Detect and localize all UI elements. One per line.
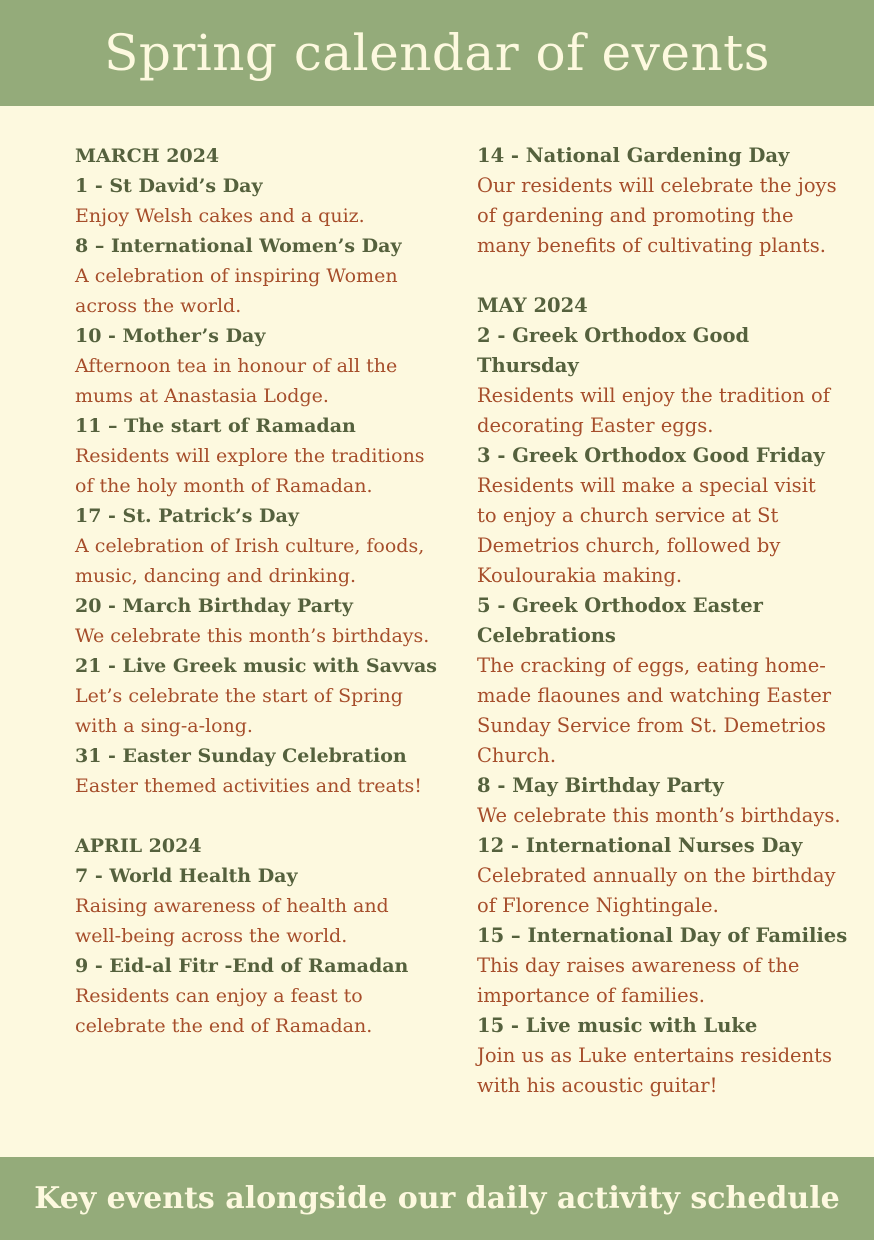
event-item — [75, 411, 440, 501]
event-description: Residents will enjoy the tradition of — [477, 384, 830, 407]
event-title: 1 - St David’s Day — [75, 175, 263, 197]
event-title: 3 - Greek Orthodox Good Friday — [477, 444, 825, 467]
march-events — [75, 171, 440, 801]
event-title: 21 - Live Greek music with Savvas — [75, 655, 437, 677]
event-description: Let’s celebrate the start of Spring — [75, 685, 403, 707]
event-item — [477, 591, 847, 771]
event-description: across the world. — [75, 295, 242, 317]
event-item — [75, 231, 440, 321]
event-description: The cracking of eggs, eating home- — [477, 654, 826, 677]
event-title: 15 – International Day of Families — [477, 924, 848, 947]
event-description: Enjoy Welsh cakes and a quiz. — [75, 205, 365, 227]
event-description: mums at Anastasia Lodge. — [75, 385, 329, 407]
event-description: We celebrate this month’s birthdays. — [477, 804, 841, 827]
event-description: Residents can enjoy a feast to — [75, 985, 363, 1007]
event-description: of gardening and promoting the — [477, 204, 794, 227]
event-title: 8 – International Women’s Day — [75, 235, 402, 257]
event-description: Residents will explore the traditions — [75, 445, 425, 467]
event-description: well-being across the world. — [75, 925, 348, 947]
section-spacer — [75, 801, 440, 831]
event-description: of Florence Nightingale. — [477, 894, 719, 917]
event-description: Church. — [477, 744, 557, 767]
event-item — [75, 171, 440, 231]
event-title: 10 - Mother’s Day — [75, 325, 266, 347]
month-heading-march: MARCH 2024 — [75, 145, 220, 167]
event-description: Our residents will celebrate the joys — [477, 174, 837, 197]
footer-banner — [0, 1157, 874, 1240]
section-spacer — [477, 261, 847, 291]
event-title: 11 – The start of Ramadan — [75, 415, 356, 437]
event-item — [477, 321, 847, 441]
event-description: Join us as Luke entertains residents — [477, 1044, 832, 1067]
event-title: 12 - International Nurses Day — [477, 834, 803, 857]
event-description: importance of families. — [477, 984, 705, 1007]
event-title: Thursday — [477, 354, 579, 377]
event-title: 31 - Easter Sunday Celebration — [75, 745, 407, 767]
event-item — [477, 441, 847, 591]
event-item — [75, 741, 440, 801]
event-description: Raising awareness of health and — [75, 895, 389, 917]
event-description: with his acoustic guitar! — [477, 1074, 718, 1097]
event-title: 8 - May Birthday Party — [477, 774, 724, 797]
event-description: many benefits of cultivating plants. — [477, 234, 826, 257]
event-description: Demetrios church, followed by — [477, 534, 781, 557]
footer-tagline: Key events alongside our daily activity schedule — [34, 1181, 840, 1216]
event-description: Celebrated annually on the birthday — [477, 864, 836, 887]
event-title: 15 - Live music with Luke — [477, 1014, 758, 1037]
event-title: 14 - National Gardening Day — [477, 144, 790, 167]
left-column — [75, 141, 440, 1041]
event-title: Celebrations — [477, 624, 616, 647]
event-description: This day raises awareness of the — [477, 954, 800, 977]
event-description: music, dancing and drinking. — [75, 565, 357, 587]
event-item — [477, 831, 847, 921]
header-banner — [0, 0, 874, 106]
event-item — [75, 321, 440, 411]
event-title: 5 - Greek Orthodox Easter — [477, 594, 763, 617]
event-item — [75, 501, 440, 591]
event-description: of the holy month of Ramadan. — [75, 475, 373, 497]
event-description: A celebration of Irish culture, foods, — [75, 535, 425, 557]
event-description: decorating Easter eggs. — [477, 414, 714, 437]
may-events — [477, 321, 847, 1101]
event-item — [75, 651, 440, 741]
event-item — [75, 951, 440, 1041]
april-events-continued — [477, 141, 847, 261]
month-heading-april: APRIL 2024 — [75, 835, 202, 857]
page-title: Spring calendar of events — [104, 24, 770, 82]
event-description: Residents will make a special visit — [477, 474, 816, 497]
event-description: We celebrate this month’s birthdays. — [75, 625, 430, 647]
event-item — [75, 591, 440, 651]
event-title: 2 - Greek Orthodox Good — [477, 324, 750, 347]
event-description: to enjoy a church service at St — [477, 504, 779, 527]
event-description: Easter themed activities and treats! — [75, 775, 422, 797]
right-column — [477, 141, 847, 1101]
month-heading-may: MAY 2024 — [477, 294, 588, 317]
event-item — [477, 771, 847, 831]
event-item — [477, 1011, 847, 1101]
event-description: made flaounes and watching Easter — [477, 684, 832, 707]
event-description: Afternoon tea in honour of all the — [75, 355, 398, 377]
event-description: with a sing-a-long. — [75, 715, 253, 737]
event-description: A celebration of inspiring Women — [75, 265, 398, 287]
event-item — [477, 921, 847, 1011]
event-item — [75, 861, 440, 951]
event-item — [477, 141, 847, 261]
event-description: celebrate the end of Ramadan. — [75, 1015, 373, 1037]
april-events — [75, 861, 440, 1041]
event-title: 7 - World Health Day — [75, 865, 298, 887]
event-description: Sunday Service from St. Demetrios — [477, 714, 826, 737]
event-title: 17 - St. Patrick’s Day — [75, 505, 299, 527]
event-description: Koulourakia making. — [477, 564, 683, 587]
event-title: 20 - March Birthday Party — [75, 595, 353, 617]
event-title: 9 - Eid-al Fitr -End of Ramadan — [75, 955, 409, 977]
